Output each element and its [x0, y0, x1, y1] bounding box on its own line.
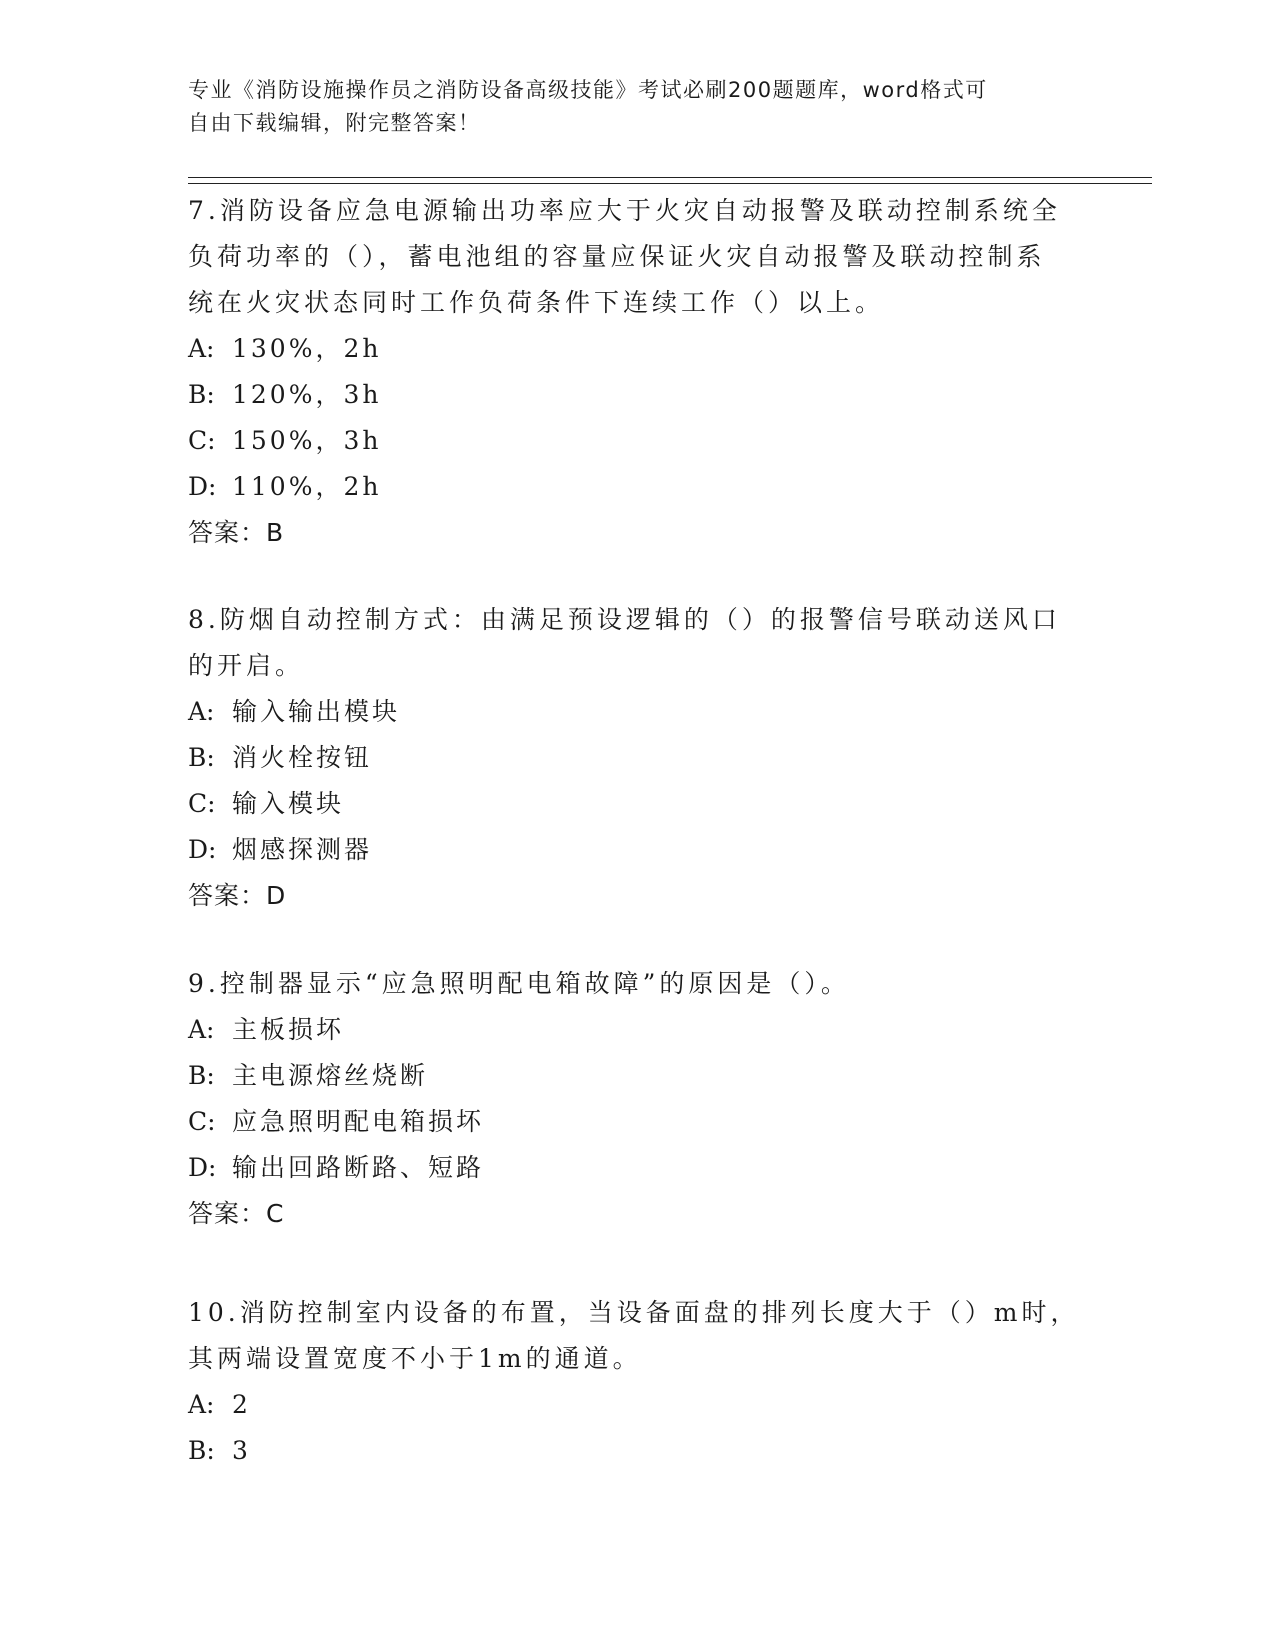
- option-text: 消火栓按钮: [232, 743, 373, 772]
- header-line-2: 自由下载编辑，附完整答案！: [188, 111, 481, 135]
- option-b: [188, 1428, 1088, 1474]
- question-stem: [188, 1290, 1088, 1382]
- option-list: [188, 1007, 1088, 1191]
- option-text: 应急照明配电箱损坏: [232, 1107, 485, 1136]
- option-key: D:: [188, 472, 217, 501]
- option-text: 3: [232, 1436, 251, 1465]
- question-stem: [188, 961, 1088, 1007]
- option-b: [188, 1053, 1088, 1099]
- option-text: 130%，2h: [232, 334, 382, 363]
- option-key: B:: [188, 1061, 215, 1090]
- stem-line: 其两端设置宽度不小于1m的通道。: [188, 1344, 642, 1373]
- option-a: [188, 326, 1088, 372]
- option-key: D:: [188, 1153, 217, 1182]
- option-key: A:: [188, 697, 215, 726]
- option-c: [188, 1099, 1088, 1145]
- stem-line: 的开启。: [188, 651, 305, 680]
- option-key: A:: [188, 1390, 215, 1419]
- answer-line: 答案：D: [188, 881, 287, 910]
- question-stem: [188, 597, 1088, 689]
- header-divider-top: [188, 177, 1152, 178]
- option-text: 110%，2h: [232, 472, 382, 501]
- header-line-1: 专业《消防设施操作员之消防设备高级技能》考试必刷200题题库，word格式可: [188, 78, 988, 102]
- question-10: [188, 1290, 1088, 1474]
- option-text: 主电源熔丝烧断: [232, 1061, 429, 1090]
- answer-line: 答案：C: [188, 1199, 285, 1228]
- option-key: A:: [188, 334, 215, 363]
- option-key: B:: [188, 743, 215, 772]
- header-divider-bottom: [188, 183, 1152, 184]
- option-key: C:: [188, 426, 216, 455]
- option-text: 150%，3h: [232, 426, 382, 455]
- option-list: [188, 689, 1088, 873]
- option-a: [188, 1382, 1088, 1428]
- stem-line: 8.防烟自动控制方式：由满足预设逻辑的（）的报警信号联动送风口: [188, 605, 1061, 634]
- option-key: D:: [188, 835, 217, 864]
- option-text: 120%，3h: [232, 380, 382, 409]
- answer-line: 答案：B: [188, 518, 285, 547]
- stem-line: 7.消防设备应急电源输出功率应大于火灾自动报警及联动控制系统全: [188, 196, 1061, 225]
- option-list: [188, 1382, 1088, 1474]
- stem-line: 10.消防控制室内设备的布置，当设备面盘的排列长度大于（）m时，: [188, 1298, 1080, 1327]
- stem-line: 负荷功率的（），蓄电池组的容量应保证火灾自动报警及联动控制系: [188, 242, 1046, 271]
- option-text: 输入输出模块: [232, 697, 401, 726]
- question-7: [188, 188, 1088, 556]
- option-b: [188, 372, 1088, 418]
- option-d: [188, 827, 1088, 873]
- option-text: 输入模块: [232, 789, 345, 818]
- option-b: [188, 735, 1088, 781]
- option-key: B:: [188, 380, 215, 409]
- question-8: [188, 597, 1088, 919]
- document-header: [188, 74, 1088, 140]
- option-d: [188, 464, 1088, 510]
- option-text: 输出回路断路、短路: [232, 1153, 485, 1182]
- option-a: [188, 1007, 1088, 1053]
- stem-line: 统在火灾状态同时工作负荷条件下连续工作（）以上。: [188, 288, 885, 317]
- option-text: 烟感探测器: [232, 835, 373, 864]
- option-c: [188, 418, 1088, 464]
- option-key: C:: [188, 789, 216, 818]
- option-key: A:: [188, 1015, 215, 1044]
- question-stem: [188, 188, 1088, 326]
- option-d: [188, 1145, 1088, 1191]
- option-text: 2: [232, 1390, 251, 1419]
- option-key: B:: [188, 1436, 215, 1465]
- option-text: 主板损坏: [232, 1015, 345, 1044]
- question-9: [188, 961, 1088, 1237]
- option-a: [188, 689, 1088, 735]
- option-c: [188, 781, 1088, 827]
- stem-line: 9.控制器显示“应急照明配电箱故障”的原因是（）。: [188, 969, 850, 998]
- option-list: [188, 326, 1088, 510]
- option-key: C:: [188, 1107, 216, 1136]
